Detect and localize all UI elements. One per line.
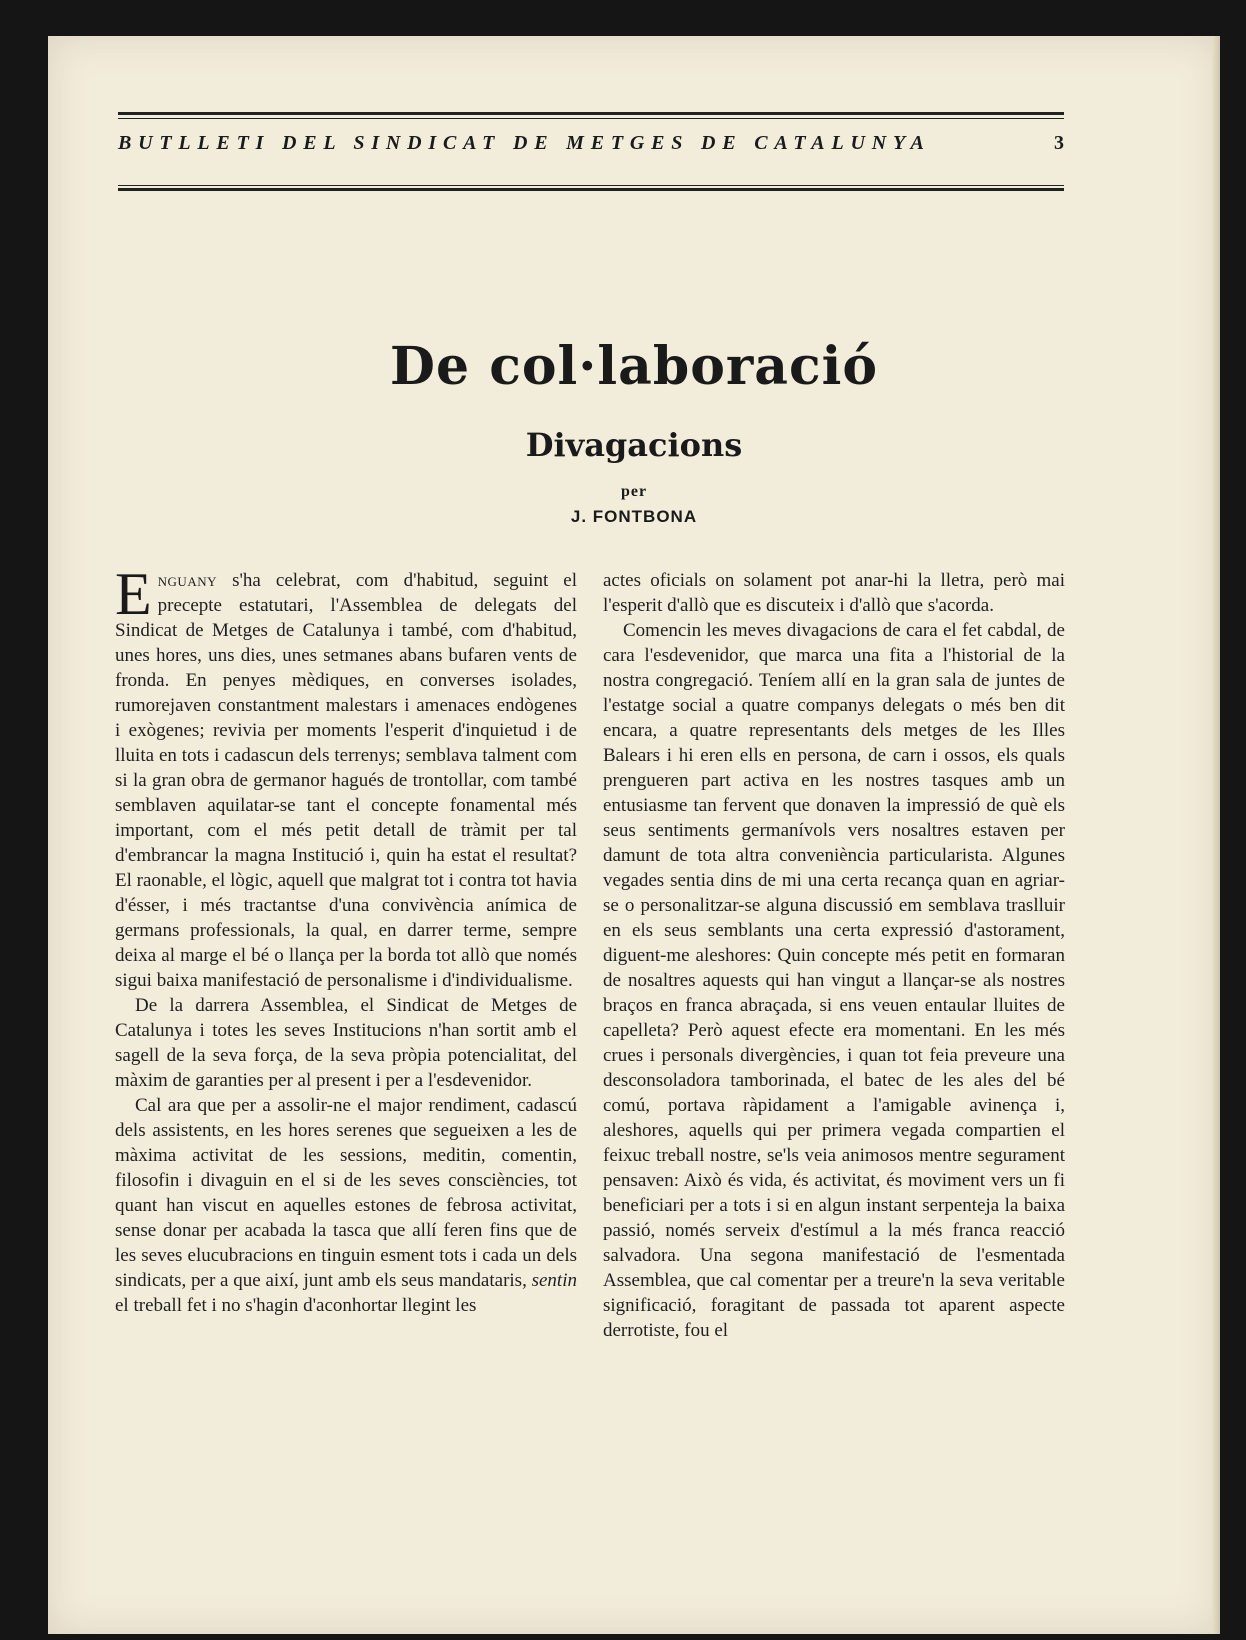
article-title: De col·laboració	[389, 336, 879, 397]
drop-cap: E	[115, 561, 152, 627]
paragraph	[115, 561, 577, 993]
byline-per: per	[620, 483, 648, 500]
paragraph: De la darrera Assemblea, el Sindicat de Metges de Catalunya i totes les seves Institucions n'han sortit amb el sagell de la seva força, de la seva pròpia potencialitat, del màxim de garanties per al present i per a l'esdevenidor.	[115, 995, 577, 1091]
italic-word: sentin	[531, 1270, 577, 1291]
paragraph: actes oficials on solament pot anar-hi la lletra, però mai l'esperit d'allò que es discuteix i d'allò que s'acorda.	[603, 570, 1065, 616]
opening-smallcaps: nguany	[157, 570, 217, 591]
header-rule	[118, 112, 1064, 115]
paragraph-text: el treball fet i no s'hagin d'aconhortar llegint les	[115, 1295, 477, 1316]
article-subtitle: Divagacions	[525, 426, 743, 464]
left-column	[115, 561, 577, 1318]
running-header	[118, 112, 1064, 196]
header-rule	[118, 185, 1064, 186]
paragraph: Comencin les meves divagacions de cara el fet cabdal, de cara l'esdevenidor, que marca una fita a l'historial de la nostra congregació. Teníem allí en la gran sala de juntes de l'estatge social a quatre companys delegats o més ben dit encara, a quatre representants dels metges de les Illes Balears i hi eren ells en persona, de carn i ossos, els quals prengueren part activa en les nostres tasques amb un entusiasme tan fervent que donaven la impressió de què els seus sentiments germanívols vers nosaltres estaven per damunt de tota altra conveniència particularista. Algunes vegades sentia dins de mi una certa recança quan en agriar-se o personalitzar-se alguna discussió em semblava traslluir en els seus semblants una certa expressió d'astorament, diguent-me aleshores: Quin concepte més petit en formaran de nosaltres aquests qui han vingut a llançar-se als nostres braços en franca abraçada, si ens veuen entaular lluites de capelleta? Però aquest efecte era momentani. En les més crues i personals divergències, i quan tot feia preveure una desconsoladora tamborinada, el batec de les ales del bé comú, portava ràpidament a l'amigable avinença i, aleshores, aquells qui per primera vegada compartien el feixuc treball nostre, se'ls veia animosos mentre segurament pensaven: Això és vida, és activitat, és moviment vers un fi beneficiari per a tots i si en algun instant serpenteja la baixa passió, només serveix d'estímul a la més franca reacció salvadora. Una segona manifestació de l'esmentada Assemblea, que cal comentar per a treure'n la seva veritable significació, foragitant de passada tot aparent aspecte derrotiste, fou el	[603, 620, 1065, 1341]
running-title: BUTLLETI DEL SINDICAT DE METGES DE CATALUNYA	[118, 132, 931, 154]
journal-page	[48, 36, 1220, 1634]
byline-author: J. FONTBONA	[570, 507, 698, 526]
right-column	[603, 568, 1065, 1343]
paragraph	[115, 1093, 577, 1318]
page-edge	[1212, 36, 1220, 1634]
paragraph-text: s'ha celebrat, com d'habitud, seguint el precepte estatutari, l'Assemblea de delegats del Sindicat de Metges de Catalunya i també, com d'habitud, unes hores, uns dies, unes setmanes abans bufaren vents de fronda. En penyes mèdiques, en converses isolades, rumorejaven constantment malestars i amenaces endògenes i exògenes; revivia per moments l'esperit d'inquietud i de lluita en tots i cadascun dels terrenys; semblava talment com si la gran obra de germanor hagués de trontollar, com també semblaven aquilatar-se tant el concepte fonamental més important, com el més petit detall de tràmit per tal d'embrancar la magna Institució i, quin ha estat el resultat? El raonable, el lògic, aquell que malgrat tot i contra tot havia d'ésser, i més tractantse d'una convivència anímica de germans professionals, la qual, en darrer terme, sempre deixa al marge el bé o llança per la borda tot allò que només sigui baixa manifestació de personalisme i d'individualisme.	[115, 570, 577, 991]
header-rule	[118, 188, 1064, 191]
header-rule	[118, 118, 1064, 119]
page-number: 3	[1054, 132, 1064, 154]
paragraph-text: Cal ara que per a assolir-ne el major rendiment, cadascú dels assistents, en les hores serenes que segueixen a les de màxima activitat de les sessions, meditin, comentin, filosofin i divaguin en el si de les seves consciències, tot quant han viscut en aquelles estones de febrosa activitat, sense donar per acabada la tasca que allí feren fins que de les seves elucubracions en tinguin esment tots i cada un dels sindicats, per a que així, junt amb els seus mandataris,	[115, 1095, 577, 1291]
